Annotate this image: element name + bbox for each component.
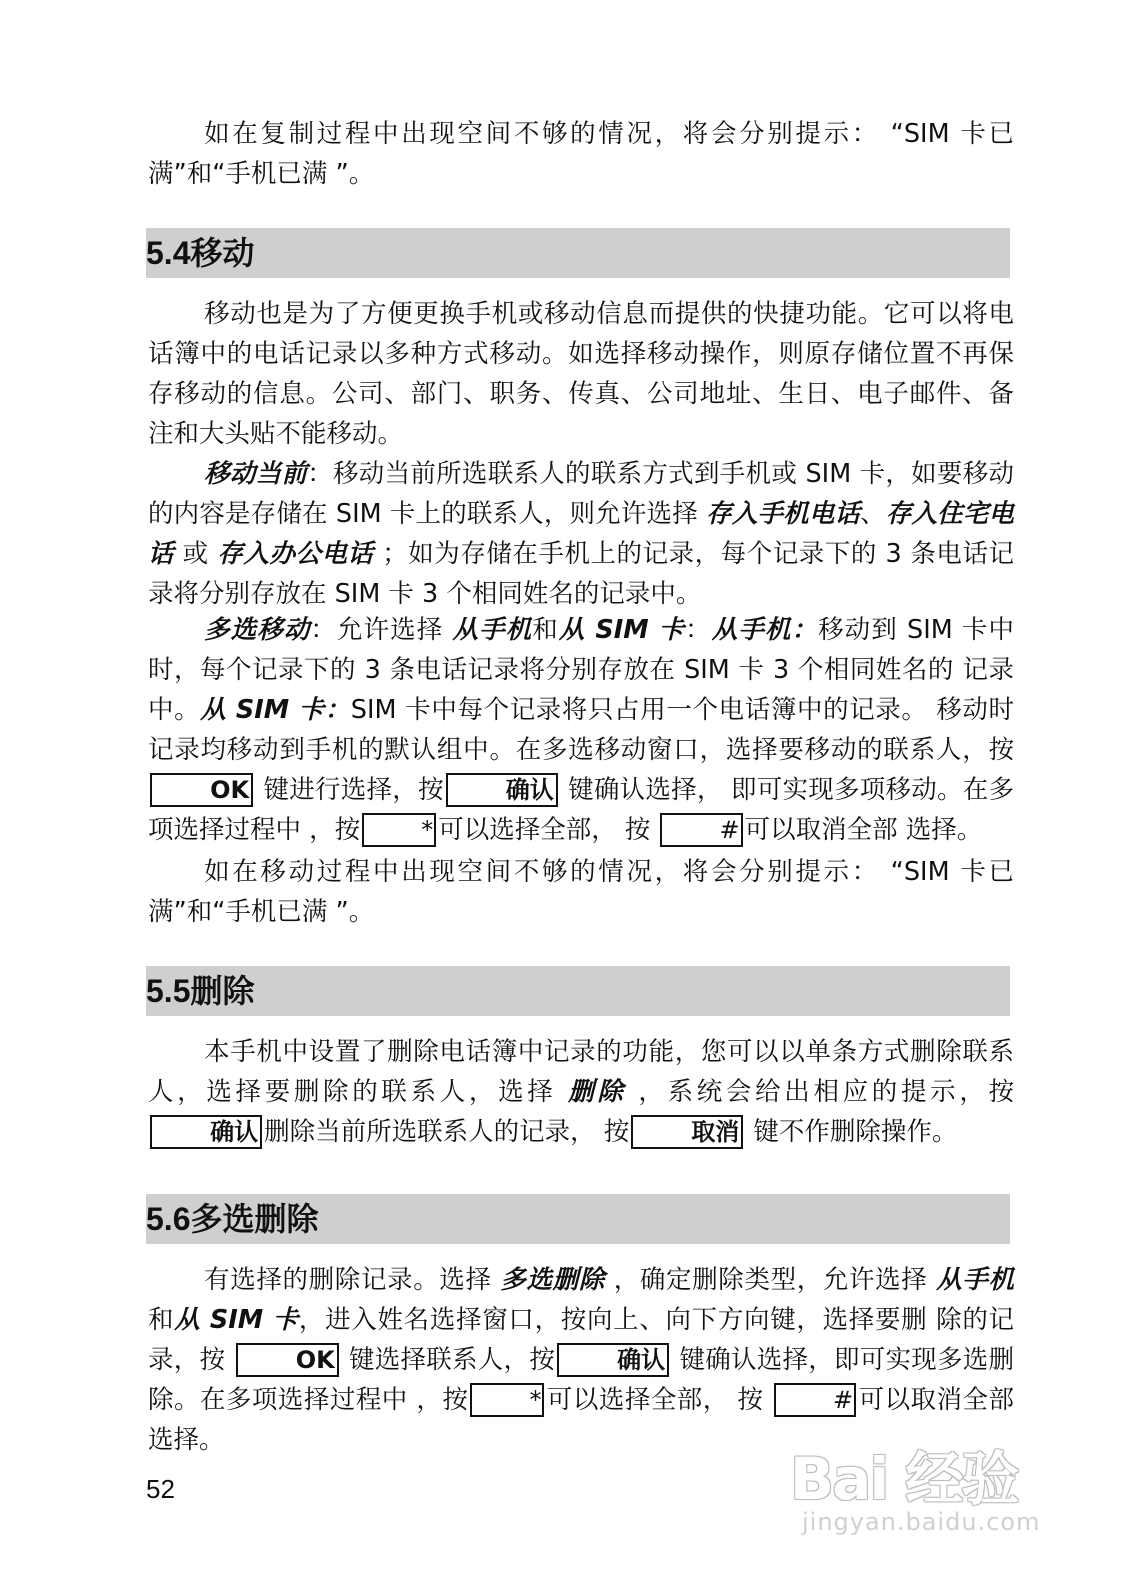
term-multi-move: 多选移动 bbox=[204, 615, 311, 645]
option-delete: 删除 bbox=[568, 1077, 627, 1107]
text-run: 键选择联系人，按 bbox=[340, 1345, 556, 1375]
star-key-label: * bbox=[470, 1383, 544, 1417]
ok-key-label: OK bbox=[150, 773, 253, 807]
section-5-6-paragraph-1 bbox=[148, 1260, 1014, 1460]
option-multi-delete: 多选删除 bbox=[500, 1265, 605, 1295]
section-heading-5-5 bbox=[146, 966, 1010, 1016]
text-run: 和 bbox=[148, 1305, 175, 1335]
section-heading-5-4 bbox=[146, 228, 1010, 278]
section-5-4-paragraph-4: 如在移动过程中出现空间不够的情况，将会分别提示： “SIM 卡已满”和“手机已满 ”。 bbox=[148, 857, 1014, 927]
text-run: 删除当前所选联系人的记录， 按 bbox=[264, 1117, 630, 1147]
text-run: 键进行选择，按 bbox=[255, 775, 444, 805]
text-run: ： bbox=[685, 615, 712, 645]
hash-key-label: # bbox=[774, 1383, 856, 1417]
section-5-4-paragraph-2 bbox=[148, 454, 1014, 614]
option-save-mobile: 存入手机电话 bbox=[706, 499, 861, 529]
intro-paragraph: 如在复制过程中出现空间不够的情况，将会分别提示： “SIM 卡已满”和“手机已满 ”。 bbox=[148, 119, 1014, 189]
option-save-office: 存入办公电话 bbox=[217, 539, 374, 569]
text-run: 有选择的删除记录。选择 bbox=[204, 1265, 501, 1295]
text-run: 可以选择全部， 按 bbox=[546, 1385, 772, 1415]
section-5-4-paragraph-1: 移动也是为了方便更换手机或移动信息而提供的快捷功能。它可以将电话簿中的电话记录以多种方式移动。如选择移动操作，则原存储位置不再保存移动的信息。公司、部门、职务、传真、公司地址、生日、电子邮件、备注和大头贴不能移动。 bbox=[148, 299, 1014, 449]
text-run: ，确定删除类型，允许选择 bbox=[604, 1265, 937, 1295]
section-5-5-paragraph-1 bbox=[148, 1032, 1014, 1152]
ok-key-label: OK bbox=[236, 1343, 339, 1377]
option-save-home: 存入住宅电话 bbox=[148, 499, 1014, 569]
confirm-key-label: 确认 bbox=[150, 1115, 262, 1149]
term-from-phone: 从手机： bbox=[711, 615, 819, 645]
text-run: 可以取消全部 选择。 bbox=[744, 815, 983, 845]
page-number: 52 bbox=[146, 1474, 175, 1504]
watermark-url: jingyan.baidu.com bbox=[802, 1508, 1041, 1536]
hash-key-label: # bbox=[660, 813, 742, 847]
option-from-phone: 从手机 bbox=[936, 1265, 1014, 1295]
text-run: ：移动当前所选联系人的联系方式到手机或 SIM 卡，如要移动的内容是存储在 SIM 卡上的联系人，则允许选择 bbox=[148, 459, 1014, 529]
text-run: ：允许选择 bbox=[310, 615, 453, 645]
option-from-phone: 从手机 bbox=[452, 615, 533, 645]
text-run: SIM 卡中每个记录将只占用一个电话簿中的记录。 移动时记录均移动到手机的默认组中。在多选移动窗口，选择要移动的联系人，按 bbox=[148, 695, 1014, 765]
section-heading-5-6 bbox=[146, 1194, 1010, 1244]
text-run: 可以取消全部 选择。 bbox=[148, 1385, 1014, 1455]
section-title: 5.5删除 bbox=[146, 973, 255, 1009]
text-run: 键不作删除操作。 bbox=[745, 1117, 958, 1147]
text-run: 键确认选择，即可实现多选删除。在多项选择过程中 ，按 bbox=[148, 1345, 1015, 1415]
option-from-sim: 从 SIM 卡 bbox=[558, 615, 686, 645]
section-5-4-paragraph-3 bbox=[148, 610, 1014, 850]
text-run: 本手机中设置了删除电话簿中记录的功能，您可以以单条方式删除联系人，选择要删除的联系人，选择 bbox=[148, 1037, 1014, 1107]
term-move-current: 移动当前 bbox=[204, 459, 308, 489]
term-from-sim: 从 SIM 卡： bbox=[200, 695, 351, 725]
star-key-label: * bbox=[362, 813, 436, 847]
confirm-key-label: 确认 bbox=[446, 773, 558, 807]
section-title: 5.4移动 bbox=[146, 235, 255, 271]
text-run: ；如为存储在手机上的记录，每个记录下的 3 条电话记录将分别存放在 SIM 卡 3 个相同姓名的记录中。 bbox=[148, 539, 1014, 609]
confirm-key-label: 确认 bbox=[557, 1343, 669, 1377]
text-run: ，系统会给出相应的提示，按 bbox=[626, 1077, 1014, 1107]
text-run: 移动到 SIM 卡中时，每个记录下的 3 条电话记录将分别存放在 SIM 卡 3 个相同姓名的 记录中。 bbox=[148, 615, 1014, 725]
text-run: 可以选择全部， 按 bbox=[438, 815, 659, 845]
text-run: 或 bbox=[174, 539, 218, 569]
cancel-key-label: 取消 bbox=[631, 1115, 743, 1149]
text-run: 键确认选择， 即可实现多项移动。在多项选择过程中 ，按 bbox=[148, 775, 1014, 845]
baidu-jingyan-watermark bbox=[790, 1432, 1060, 1552]
text-run: 和 bbox=[532, 615, 559, 645]
text-run: ，进入姓名选择窗口，按向上、向下方向键，选择要删 除的记录，按 bbox=[148, 1305, 1014, 1375]
option-from-sim: 从 SIM 卡 bbox=[174, 1305, 299, 1335]
section-title: 5.6多选删除 bbox=[146, 1201, 319, 1237]
watermark-logo: Bai 经验 bbox=[790, 1445, 1018, 1513]
text-run: 、 bbox=[860, 499, 886, 529]
